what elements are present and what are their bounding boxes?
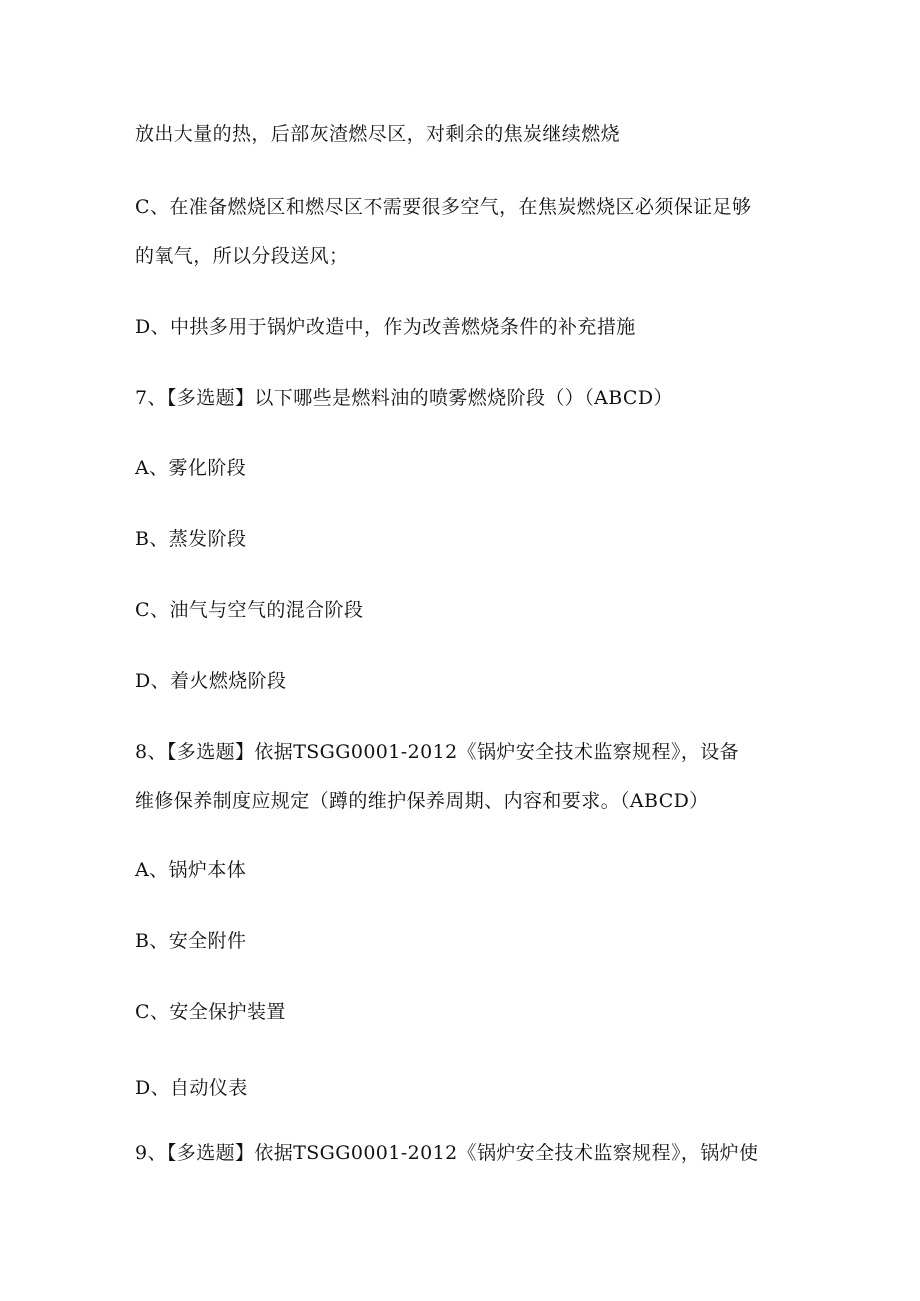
question-8-option-c: C、安全保护装置 [135, 1001, 286, 1023]
option-c-line-2: 的氧气，所以分段送风； [135, 245, 349, 267]
question-7-option-c: C、油气与空气的混合阶段 [135, 599, 364, 621]
option-d: D、中拱多用于锅炉改造中，作为改善燃烧条件的补充措施 [135, 316, 636, 338]
question-8-line-1: 8、【多选题】依据TSGG0001-2012《锅炉安全技术监察规程》，设备 [135, 741, 740, 763]
question-7-option-b: B、蒸发阶段 [135, 528, 247, 550]
question-8-option-d: D、自动仪表 [135, 1077, 248, 1099]
question-8-line-2: 维修保养制度应规定（蹲的维护保养周期、内容和要求。（ABCD） [135, 790, 709, 812]
question-8-option-b: B、安全附件 [135, 930, 247, 952]
question-9-line-1: 9、【多选题】依据TSGG0001-2012《锅炉安全技术监察规程》，锅炉使 [135, 1142, 759, 1164]
option-c-line-1: C、在准备燃烧区和燃尽区不需要很多空气，在焦炭燃烧区必须保证足够 [135, 196, 752, 218]
question-7-option-d: D、着火燃烧阶段 [135, 670, 287, 692]
question-7: 7、【多选题】以下哪些是燃料油的喷雾燃烧阶段（）（ABCD） [135, 387, 673, 409]
text-line-continuation: 放出大量的热，后部灰渣燃尽区，对剩余的焦炭继续燃烧 [135, 123, 621, 145]
question-8-option-a: A、锅炉本体 [135, 859, 247, 881]
question-7-option-a: A、雾化阶段 [135, 457, 247, 479]
